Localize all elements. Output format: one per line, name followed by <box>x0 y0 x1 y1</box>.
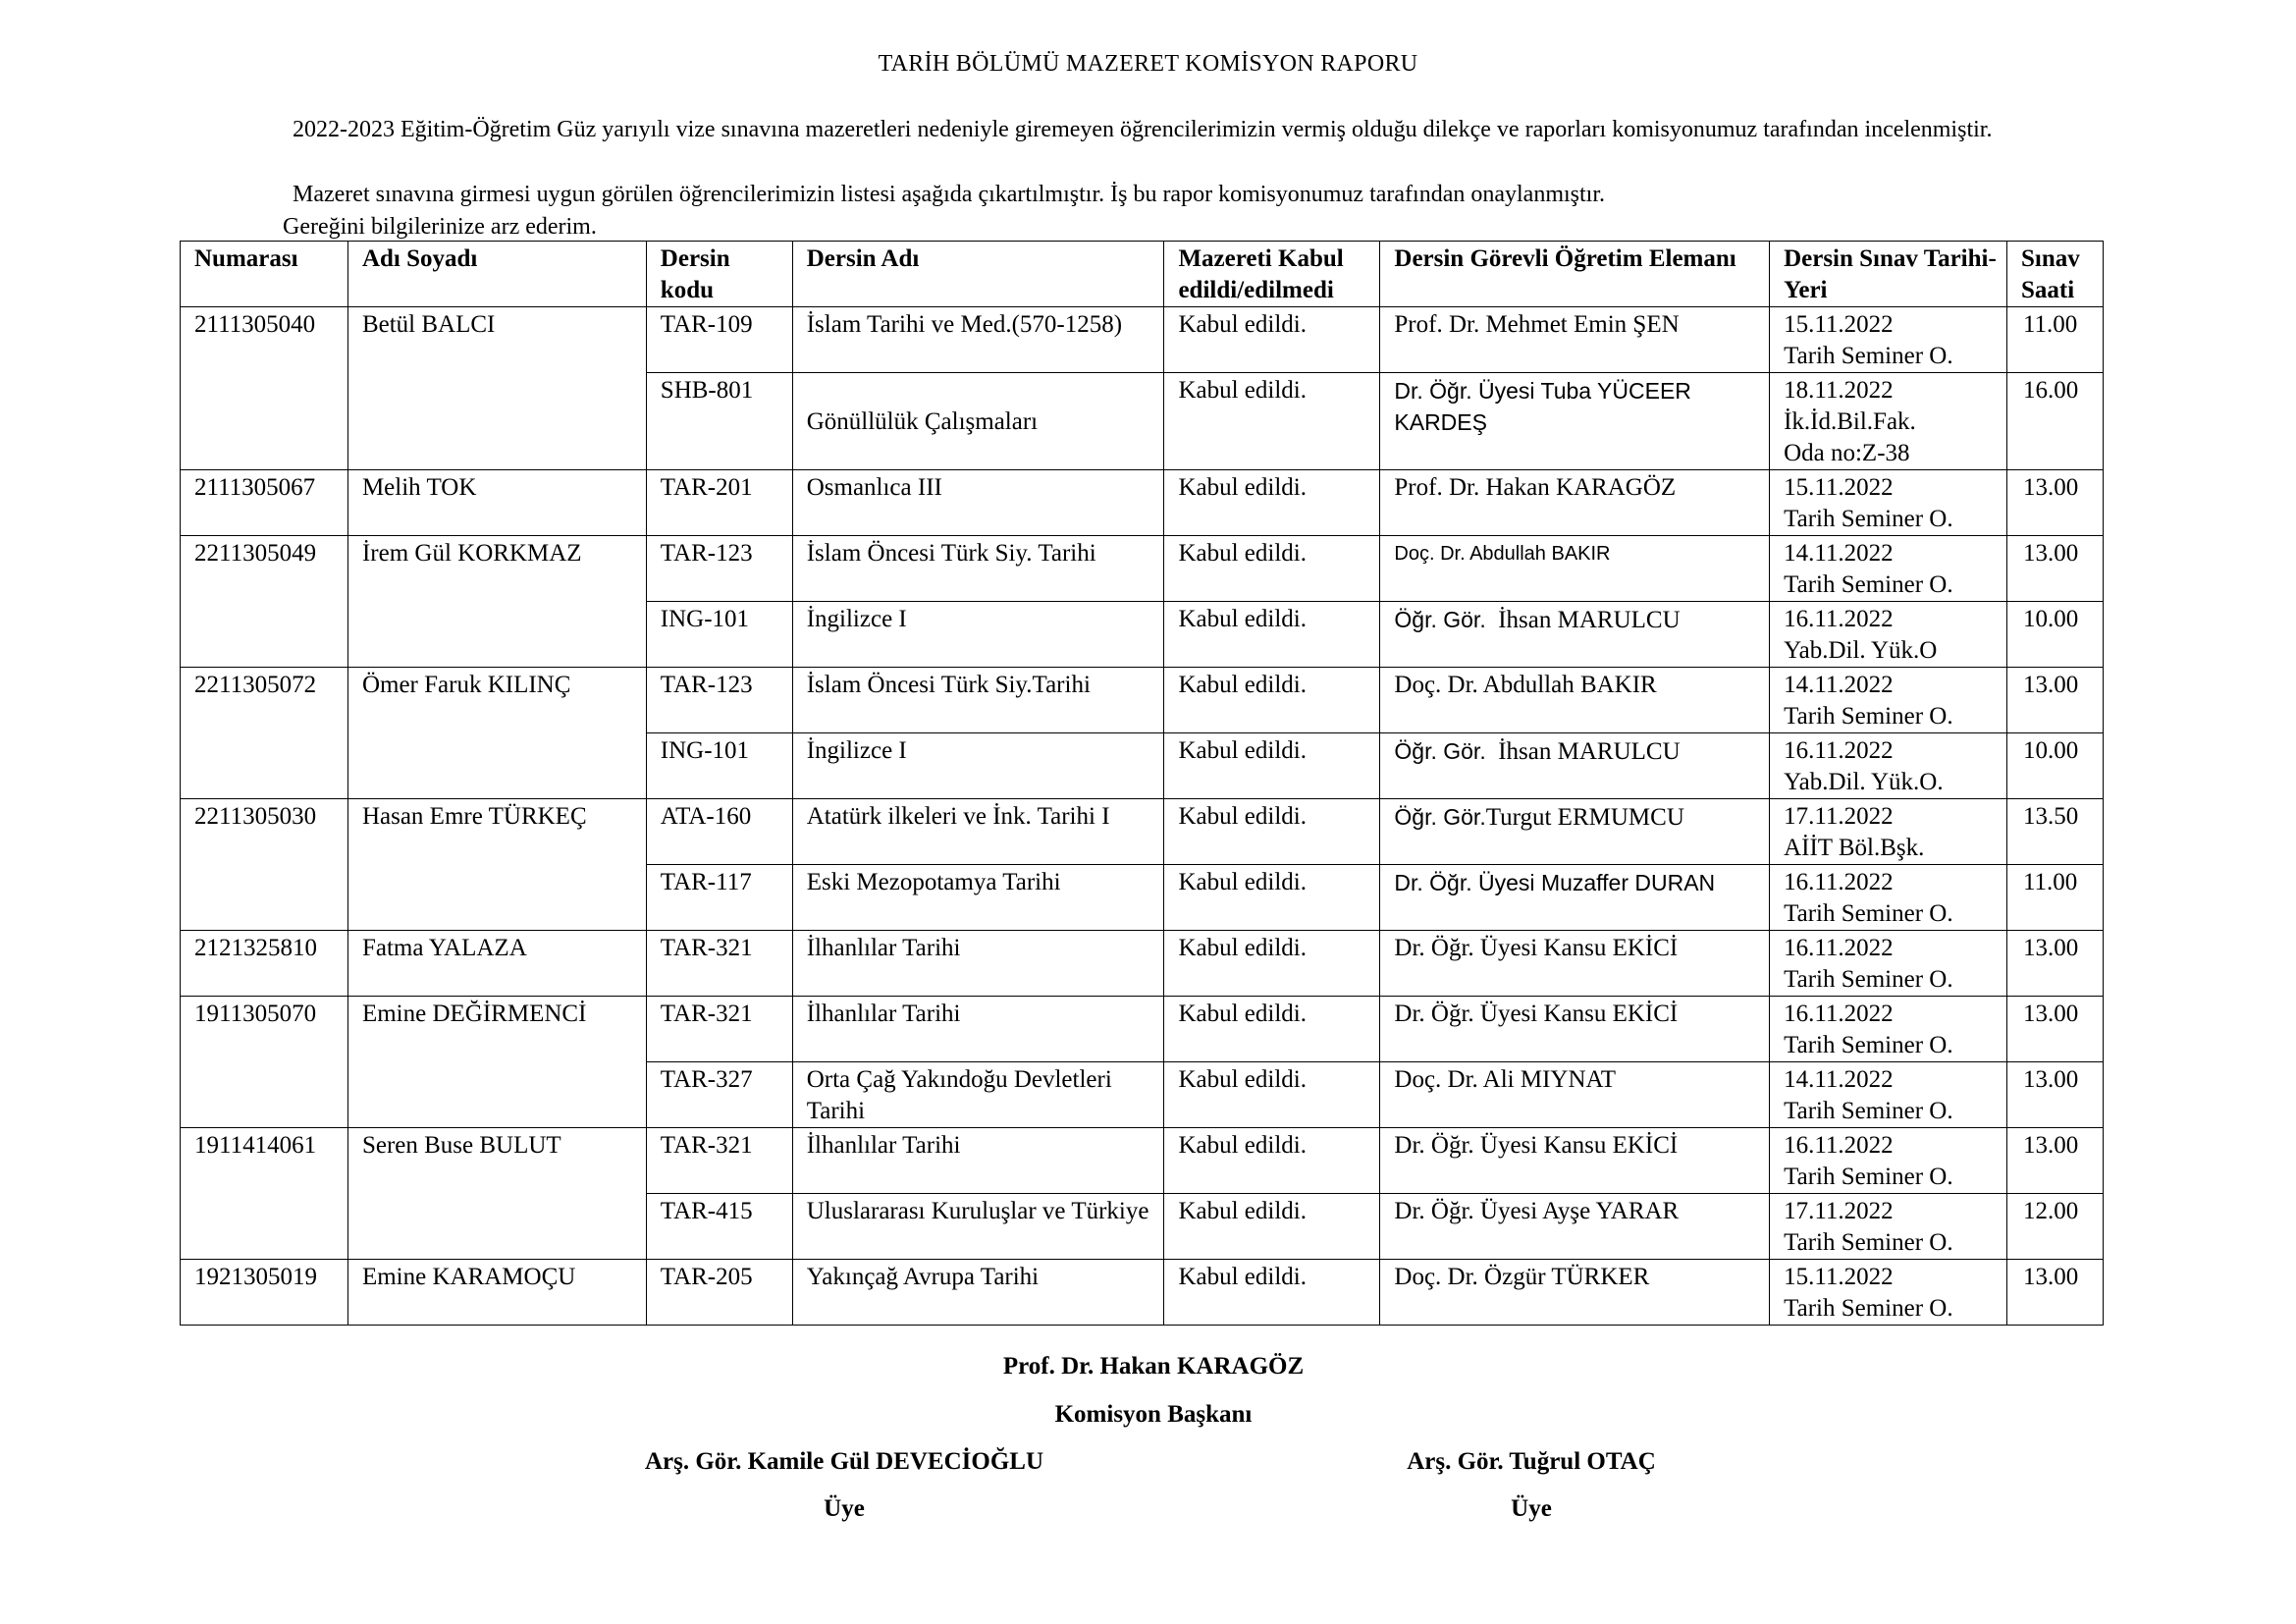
course-code: TAR-123 <box>646 668 792 733</box>
course-name-cell <box>792 373 1164 470</box>
table-row <box>181 931 2104 997</box>
exam-time: 13.00 <box>2006 997 2103 1062</box>
instructor: Prof. Dr. Hakan KARAGÖZ <box>1380 470 1770 536</box>
student-name: Seren Buse BULUT <box>347 1128 646 1260</box>
course-name: İlhanlılar Tarihi <box>792 931 1164 997</box>
exam-room: Oda no:Z-38 <box>1784 440 1910 466</box>
exam-date-place <box>1770 1128 2007 1194</box>
exam-date: 16.11.2022 <box>1784 737 1894 764</box>
exam-place: Yab.Dil. Yük.O <box>1784 637 1938 664</box>
instructor-name: İhsan MARULCU <box>1498 738 1681 765</box>
student-name: Emine KARAMOÇU <box>347 1260 646 1326</box>
course-name: İngilizce I <box>792 733 1164 799</box>
excuse-status: Kabul edildi. <box>1164 373 1380 470</box>
instructor <box>1380 865 1770 931</box>
instructor-title: Öğr. Gör. <box>1394 738 1486 764</box>
header-ogretim-elemani: Dersin Görevli Öğretim Elemanı <box>1380 242 1770 307</box>
exam-time: 13.00 <box>2006 1128 2103 1194</box>
exam-date-place <box>1770 799 2007 865</box>
exam-date-place <box>1770 733 2007 799</box>
student-number: 2211305030 <box>181 799 348 931</box>
excuse-status: Kabul edildi. <box>1164 931 1380 997</box>
instructor-name: İhsan MARULCU <box>1498 607 1681 633</box>
course-name: Eski Mezopotamya Tarihi <box>792 865 1164 931</box>
course-name: İslam Öncesi Türk Siy. Tarihi <box>792 536 1164 602</box>
course-name: Osmanlıca III <box>792 470 1164 536</box>
course-name: İlhanlılar Tarihi <box>792 1128 1164 1194</box>
exam-place: Tarih Seminer O. <box>1784 1032 1953 1058</box>
table-row <box>181 470 2104 536</box>
student-number: 1911414061 <box>181 1128 348 1260</box>
exam-date: 17.11.2022 <box>1784 1198 1894 1224</box>
instructor: Doç. Dr. Ali MIYNAT <box>1380 1062 1770 1128</box>
instructor <box>1380 799 1770 865</box>
exam-place: AİİT Böl.Bşk. <box>1784 835 1925 861</box>
instructor-name: Turgut ERMUMCU <box>1485 804 1684 831</box>
exam-date-place <box>1770 470 2007 536</box>
exam-time: 13.00 <box>2006 931 2103 997</box>
table-row <box>181 307 2104 373</box>
instructor-title: Öğr. Gör. <box>1394 607 1486 632</box>
header-ders-kodu: Dersin kodu <box>646 242 792 307</box>
instructor <box>1380 602 1770 668</box>
student-number: 2121325810 <box>181 931 348 997</box>
intro-paragraph: 2022-2023 Eğitim-Öğretim Güz yarıyılı vize sınavına mazeretleri nedeniyle giremeyen öğrencilerimizin vermiş olduğu dilekçe ve raporları komisyonumuz tarafından incelenmiştir. <box>293 117 1993 142</box>
exam-time: 11.00 <box>2006 307 2103 373</box>
course-name: İlhanlılar Tarihi <box>792 997 1164 1062</box>
exam-date-place <box>1770 1062 2007 1128</box>
exam-time: 13.00 <box>2006 668 2103 733</box>
exam-date: 16.11.2022 <box>1784 1132 1894 1159</box>
exam-date: 16.11.2022 <box>1784 606 1894 632</box>
student-name: Hasan Emre TÜRKEÇ <box>347 799 646 931</box>
chair-title: Komisyon Başkanı <box>1054 1401 1253 1428</box>
student-number: 2111305067 <box>181 470 348 536</box>
course-name: İngilizce I <box>792 602 1164 668</box>
course-code: ING-101 <box>646 733 792 799</box>
header-ders-adi: Dersin Adı <box>792 242 1164 307</box>
exam-time: 13.00 <box>2006 470 2103 536</box>
exam-place: Tarih Seminer O. <box>1784 900 1953 927</box>
table-row <box>181 997 2104 1062</box>
course-name: Uluslararası Kuruluşlar ve Türkiye <box>792 1194 1164 1260</box>
course-name: Orta Çağ Yakındoğu Devletleri Tarihi <box>792 1062 1164 1128</box>
table-row <box>181 668 2104 733</box>
course-code: ING-101 <box>646 602 792 668</box>
table-row <box>181 1128 2104 1194</box>
exam-date: 16.11.2022 <box>1784 935 1894 961</box>
member2-title: Üye <box>1511 1495 1552 1522</box>
member2-name: Arş. Gör. Tuğrul OTAÇ <box>1407 1448 1656 1475</box>
excuse-status: Kabul edildi. <box>1164 1128 1380 1194</box>
excuse-status: Kabul edildi. <box>1164 733 1380 799</box>
exam-place: Tarih Seminer O. <box>1784 703 1953 730</box>
excuse-status: Kabul edildi. <box>1164 997 1380 1062</box>
student-number: 1921305019 <box>181 1260 348 1326</box>
course-code: SHB-801 <box>646 373 792 470</box>
member1-name: Arş. Gör. Kamile Gül DEVECİOĞLU <box>644 1448 1044 1475</box>
header-mazeret: Mazereti Kabul edildi/edilmedi <box>1164 242 1380 307</box>
exam-date: 14.11.2022 <box>1784 540 1894 567</box>
excuse-status: Kabul edildi. <box>1164 307 1380 373</box>
report-title: TARİH BÖLÜMÜ MAZERET KOMİSYON RAPORU <box>878 51 1418 77</box>
student-number: 2111305040 <box>181 307 348 470</box>
student-name: Ömer Faruk KILINÇ <box>347 668 646 799</box>
course-code: TAR-205 <box>646 1260 792 1326</box>
exam-date: 16.11.2022 <box>1784 869 1894 895</box>
exam-date: 14.11.2022 <box>1784 672 1894 698</box>
exam-place: Tarih Seminer O. <box>1784 571 1953 598</box>
student-number: 2211305072 <box>181 668 348 799</box>
header-ad-soyad: Adı Soyadı <box>347 242 646 307</box>
header-sinav-tarihi-yeri: Dersin Sınav Tarihi-Yeri <box>1770 242 2007 307</box>
exam-place: Tarih Seminer O. <box>1784 1229 1953 1256</box>
exam-date: 14.11.2022 <box>1784 1066 1894 1093</box>
student-name: Betül BALCI <box>347 307 646 470</box>
excuse-status: Kabul edildi. <box>1164 1062 1380 1128</box>
excuse-status: Kabul edildi. <box>1164 1260 1380 1326</box>
exam-date: 15.11.2022 <box>1784 311 1894 338</box>
exam-date-place <box>1770 997 2007 1062</box>
excuse-status: Kabul edildi. <box>1164 470 1380 536</box>
course-code: TAR-201 <box>646 470 792 536</box>
exam-time: 13.00 <box>2006 1260 2103 1326</box>
exam-date-place <box>1770 602 2007 668</box>
course-code: TAR-117 <box>646 865 792 931</box>
course-name: İslam Öncesi Türk Siy.Tarihi <box>792 668 1164 733</box>
instructor-title: Öğr. Gör. <box>1394 804 1486 830</box>
course-code: TAR-415 <box>646 1194 792 1260</box>
exam-time: 13.00 <box>2006 1062 2103 1128</box>
student-name: İrem Gül KORKMAZ <box>347 536 646 668</box>
student-name: Melih TOK <box>347 470 646 536</box>
exam-time: 13.50 <box>2006 799 2103 865</box>
exam-date-place <box>1770 931 2007 997</box>
excuse-status: Kabul edildi. <box>1164 1194 1380 1260</box>
course-code: ATA-160 <box>646 799 792 865</box>
exam-time: 10.00 <box>2006 602 2103 668</box>
exam-date-place <box>1770 307 2007 373</box>
instructor: Dr. Öğr. Üyesi Kansu EKİCİ <box>1380 1128 1770 1194</box>
exam-date: 17.11.2022 <box>1784 803 1894 830</box>
course-name: Yakınçağ Avrupa Tarihi <box>792 1260 1164 1326</box>
excuse-status: Kabul edildi. <box>1164 799 1380 865</box>
student-name: Fatma YALAZA <box>347 931 646 997</box>
instructor: Doç. Dr. Abdullah BAKIR <box>1380 536 1770 602</box>
exam-place: Tarih Seminer O. <box>1784 1098 1953 1124</box>
instructor: Dr. Öğr. Üyesi Ayşe YARAR <box>1380 1194 1770 1260</box>
header-sinav-saati: Sınav Saati <box>2006 242 2103 307</box>
exam-place: Tarih Seminer O. <box>1784 966 1953 993</box>
exam-place: Tarih Seminer O. <box>1784 506 1953 532</box>
exam-place: Tarih Seminer O. <box>1784 343 1953 369</box>
instructor: Dr. Öğr. Üyesi Kansu EKİCİ <box>1380 931 1770 997</box>
student-name: Emine DEĞİRMENCİ <box>347 997 646 1128</box>
course-name: Gönüllülük Çalışmaları <box>806 408 1039 435</box>
course-code: TAR-321 <box>646 931 792 997</box>
closing-paragraph: Gereğini bilgilerinize arz ederim. <box>283 214 597 240</box>
course-name: Atatürk ilkeleri ve İnk. Tarihi I <box>792 799 1164 865</box>
exam-time: 10.00 <box>2006 733 2103 799</box>
exam-place: İk.İd.Bil.Fak. <box>1784 408 1916 435</box>
exam-time: 12.00 <box>2006 1194 2103 1260</box>
exam-date-place <box>1770 865 2007 931</box>
instructor-name: Muzaffer DURAN <box>1540 870 1716 895</box>
instructor: Dr. Öğr. Üyesi Kansu EKİCİ <box>1380 997 1770 1062</box>
exam-place: Yab.Dil. Yük.O. <box>1784 769 1944 795</box>
exam-date: 15.11.2022 <box>1784 1264 1894 1290</box>
exam-time: 11.00 <box>2006 865 2103 931</box>
table-row <box>181 1260 2104 1326</box>
course-name: İslam Tarihi ve Med.(570-1258) <box>792 307 1164 373</box>
exam-date-place <box>1770 668 2007 733</box>
course-code: TAR-321 <box>646 1128 792 1194</box>
member1-title: Üye <box>824 1495 865 1522</box>
course-code: TAR-321 <box>646 997 792 1062</box>
exam-date-place <box>1770 373 2007 470</box>
excuse-status: Kabul edildi. <box>1164 668 1380 733</box>
excuse-exam-table <box>180 241 2104 1326</box>
table-row <box>181 536 2104 602</box>
exam-place: Tarih Seminer O. <box>1784 1164 1953 1190</box>
excuse-status: Kabul edildi. <box>1164 602 1380 668</box>
approval-paragraph: Mazeret sınavına girmesi uygun görülen öğrencilerimizin listesi aşağıda çıkartılmıştır. İş bu rapor komisyonumuz tarafından onaylanmıştır. <box>293 182 1606 207</box>
exam-date: 16.11.2022 <box>1784 1001 1894 1027</box>
excuse-status: Kabul edildi. <box>1164 865 1380 931</box>
exam-time: 16.00 <box>2006 373 2103 470</box>
instructor: Prof. Dr. Mehmet Emin ŞEN <box>1380 307 1770 373</box>
student-number: 2211305049 <box>181 536 348 668</box>
excuse-status: Kabul edildi. <box>1164 536 1380 602</box>
course-code: TAR-109 <box>646 307 792 373</box>
exam-date: 18.11.2022 <box>1784 377 1894 404</box>
instructor: Doç. Dr. Abdullah BAKIR <box>1380 668 1770 733</box>
exam-date-place <box>1770 1194 2007 1260</box>
instructor <box>1380 733 1770 799</box>
course-code: TAR-327 <box>646 1062 792 1128</box>
table-header-row <box>181 242 2104 307</box>
exam-date-place <box>1770 1260 2007 1326</box>
exam-time: 13.00 <box>2006 536 2103 602</box>
instructor: Dr. Öğr. Üyesi Tuba YÜCEER KARDEŞ <box>1380 373 1770 470</box>
exam-place: Tarih Seminer O. <box>1784 1295 1953 1322</box>
exam-date: 15.11.2022 <box>1784 474 1894 501</box>
student-number: 1911305070 <box>181 997 348 1128</box>
header-numara: Numarası <box>181 242 348 307</box>
instructor: Doç. Dr. Özgür TÜRKER <box>1380 1260 1770 1326</box>
course-code: TAR-123 <box>646 536 792 602</box>
instructor-title: Dr. Öğr. Üyesi <box>1394 870 1535 895</box>
exam-date-place <box>1770 536 2007 602</box>
chair-name: Prof. Dr. Hakan KARAGÖZ <box>1002 1353 1305 1380</box>
table-row <box>181 799 2104 865</box>
